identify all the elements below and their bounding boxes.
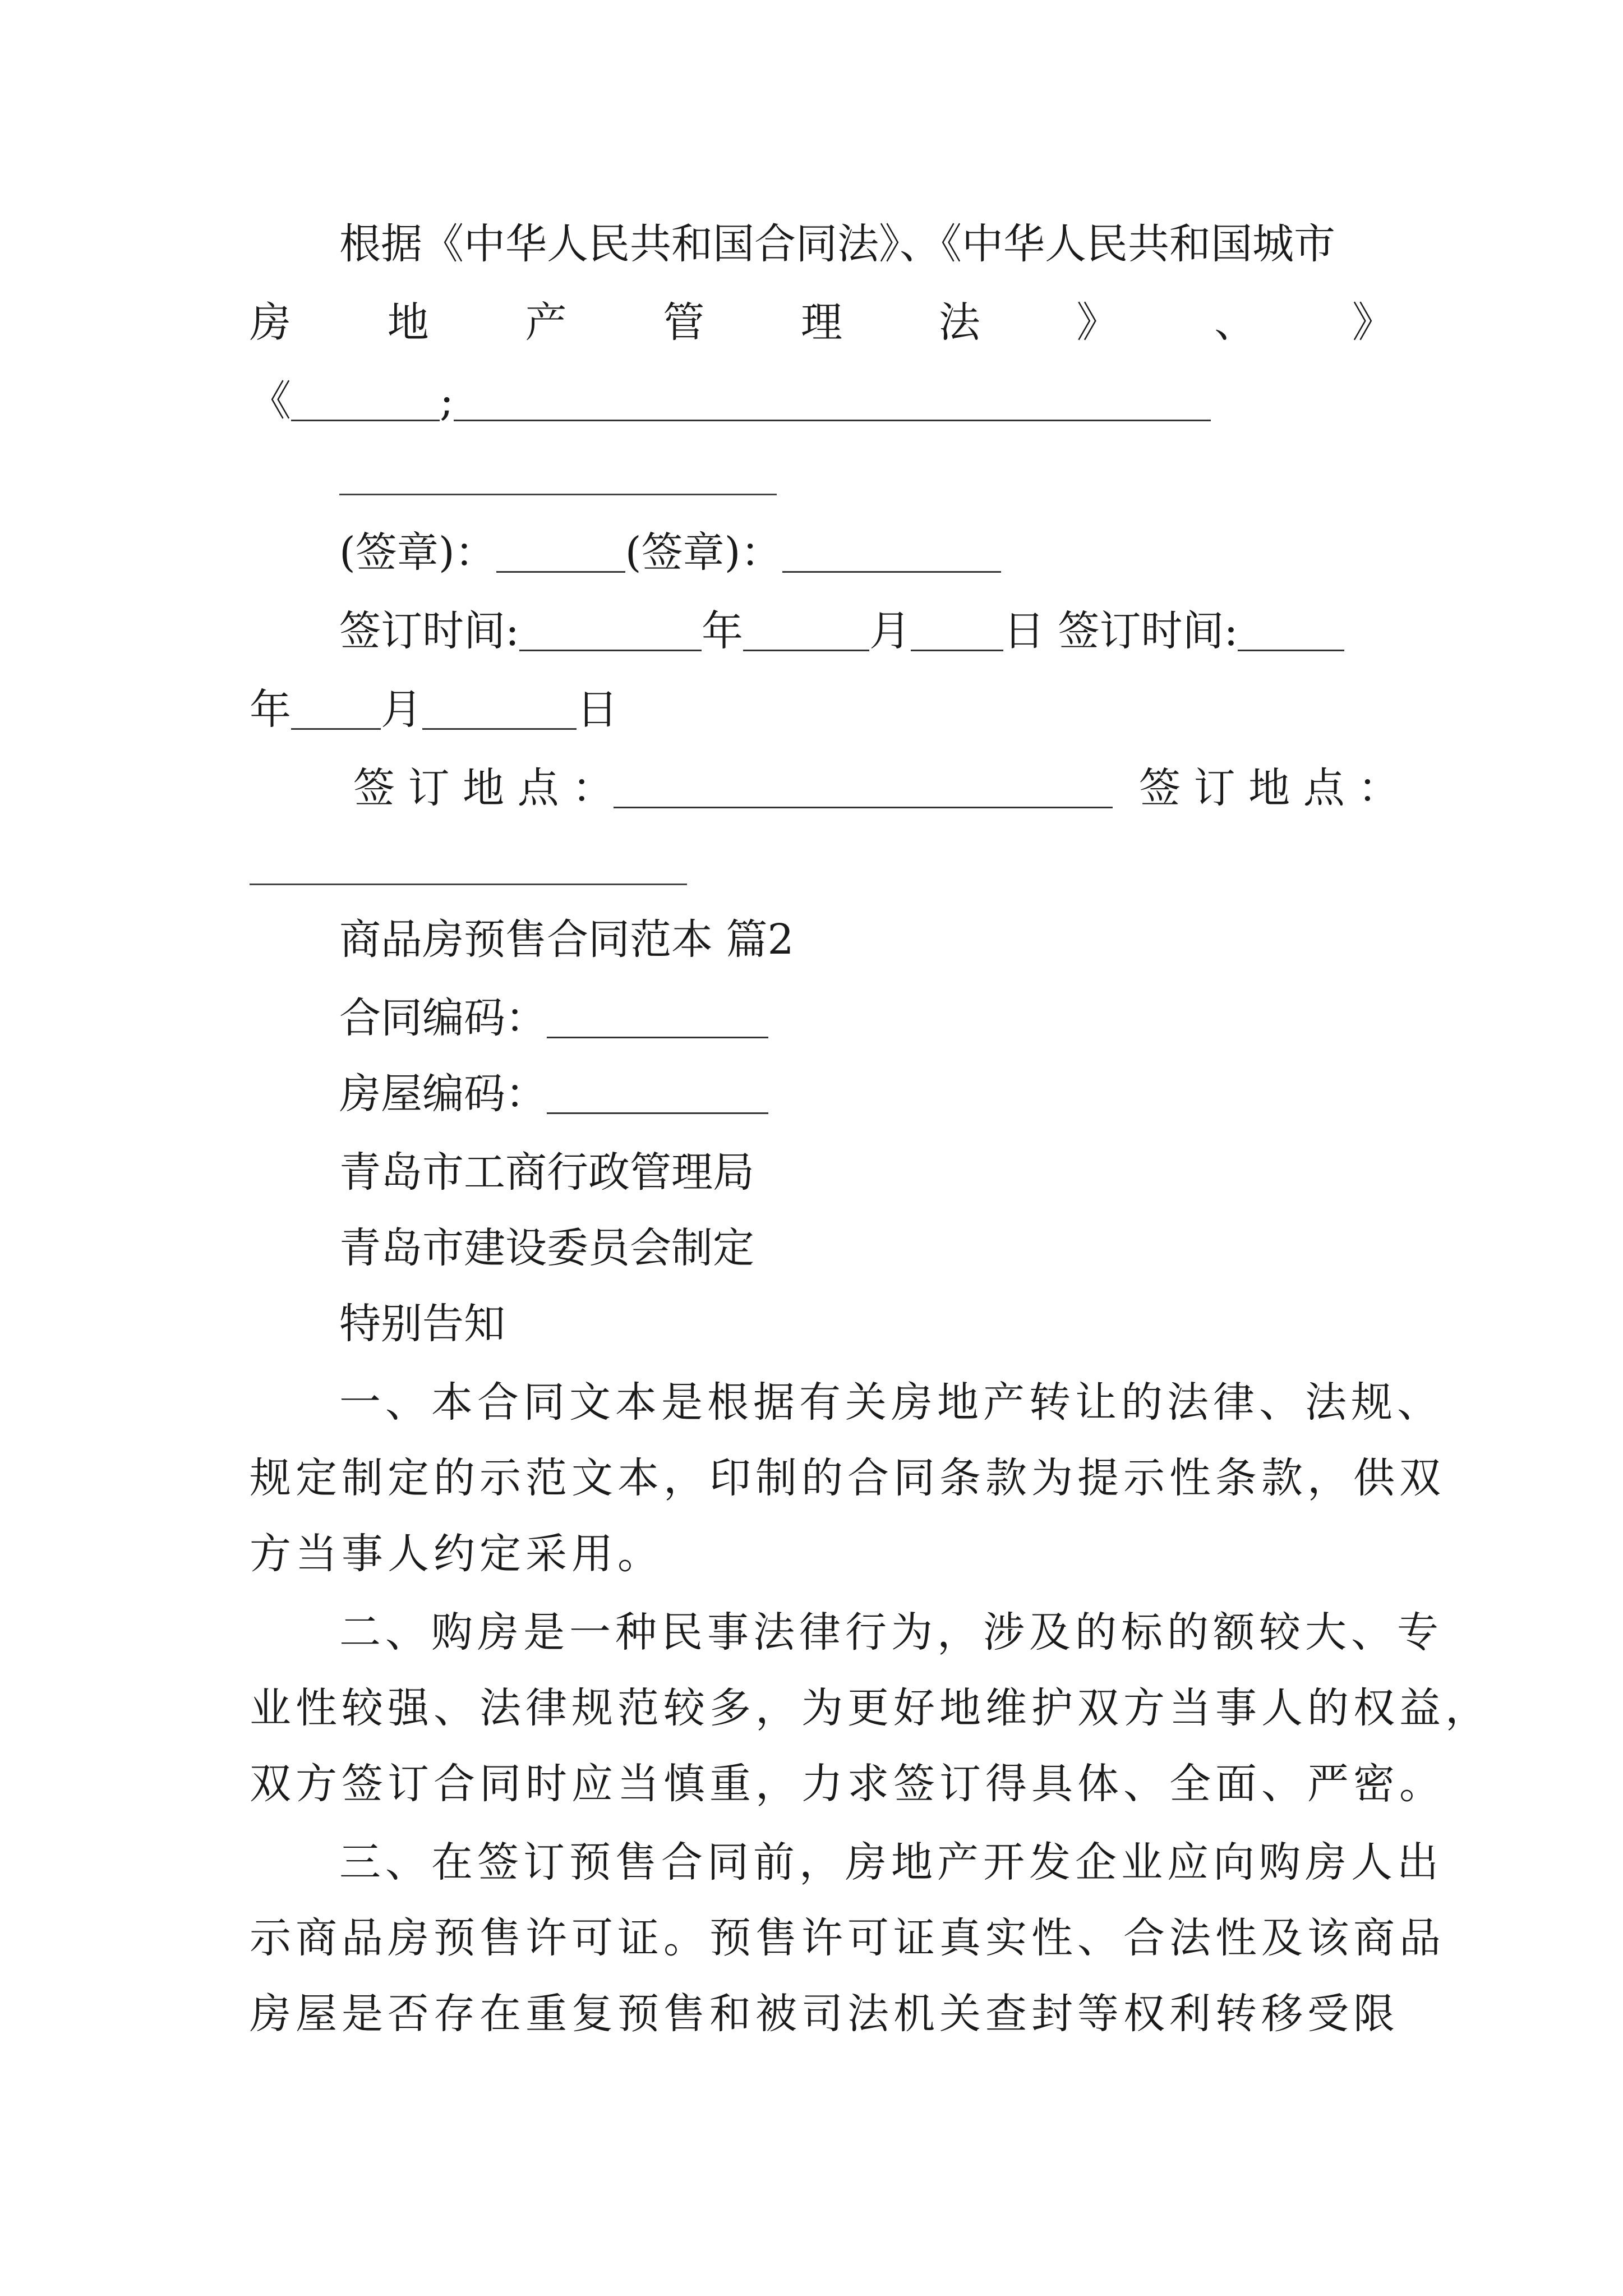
seal-label-b: (签章)： xyxy=(625,528,782,577)
intro-line-3 xyxy=(250,373,1394,429)
place-label-a: 签 订 地 点 ： xyxy=(353,764,614,812)
intro-char: 理 xyxy=(801,298,842,347)
intro-line-1: 根据《中华人民共和国合同法》、《中华人民共和国城市 xyxy=(339,220,1335,268)
item1-line-2: 规定制定的示范文本，印制的合同条款为提示性条款，供双 xyxy=(250,1454,1445,1502)
intro-char: 产 xyxy=(525,298,567,347)
month-blank-b[interactable] xyxy=(291,691,381,730)
issuer-2: 青岛市建设委员会制定 xyxy=(339,1224,754,1272)
contract-no-label: 合同编码： xyxy=(339,994,547,1042)
item3-line-1: 三、在签订预售合同前，房地产开发企业应向购房人出 xyxy=(339,1838,1443,1887)
house-no-blank[interactable] xyxy=(547,1075,768,1115)
intro-char: 地 xyxy=(387,298,429,347)
item2-line-1: 二、购房是一种民事法律行为，涉及的标的额较大、专 xyxy=(339,1608,1443,1657)
seal-blank-a[interactable] xyxy=(496,534,625,573)
semicolon: ; xyxy=(440,377,454,425)
year-blank-b[interactable] xyxy=(1238,613,1344,652)
year-text: 年 xyxy=(701,607,743,655)
notice-title: 特别告知 xyxy=(339,1300,505,1348)
open-bracket: 《 xyxy=(250,377,291,425)
seal-label-a: (签章)： xyxy=(339,528,496,577)
seal-line xyxy=(339,524,1394,581)
item2-line-3: 双方签订合同时应当慎重，力求签订得具体、全面、严密。 xyxy=(250,1760,1445,1808)
date-line-cont xyxy=(250,682,1394,738)
day-text-b: 日 xyxy=(577,685,618,734)
item1-line-3: 方当事人约定采用。 xyxy=(250,1530,663,1578)
date-line xyxy=(339,603,1394,659)
date-label-a: 签订时间: xyxy=(339,607,519,655)
intro-char: 》 xyxy=(1352,298,1394,347)
intro-char: 》 xyxy=(1076,298,1118,347)
item1-line-1: 一、本合同文本是根据有关房地产转让的法律、法规、 xyxy=(339,1378,1443,1427)
month-blank[interactable] xyxy=(743,613,869,652)
contract-no-blank[interactable] xyxy=(547,1000,768,1039)
issuer-1: 青岛市工商行政管理局 xyxy=(339,1148,754,1197)
day-blank-b[interactable] xyxy=(422,691,577,730)
item2-line-2: 业性较强、法律规范较多，为更好地维护双方当事人的权益， xyxy=(250,1684,1491,1732)
seal-blank-b[interactable] xyxy=(782,534,1001,573)
year-text-b: 年 xyxy=(250,685,291,734)
intro-char: 管 xyxy=(663,298,705,347)
day-text: 日 xyxy=(1003,607,1045,655)
place-blank-a[interactable] xyxy=(614,770,1113,809)
year-blank[interactable] xyxy=(519,613,702,652)
place-blank-b[interactable] xyxy=(250,884,687,885)
item3-line-2: 示商品房预售许可证。预售许可证真实性、合法性及该商品 xyxy=(250,1914,1445,1962)
item3-line-3: 房屋是否存在重复预售和被司法机关查封等权利转移受限 xyxy=(250,1990,1399,2038)
intro-line-2 xyxy=(250,295,1394,351)
month-text: 月 xyxy=(869,607,911,655)
month-text-b: 月 xyxy=(381,685,422,734)
intro-char: 房 xyxy=(250,298,291,347)
intro-char: 法 xyxy=(938,298,980,347)
blank-field[interactable] xyxy=(454,383,1211,422)
contract-no-line xyxy=(339,990,1394,1046)
date-label-b: 签订时间: xyxy=(1058,607,1238,655)
blank-field[interactable] xyxy=(291,383,440,422)
part2-heading: 商品房预售合同范本 篇2 xyxy=(339,915,794,964)
blank-line[interactable] xyxy=(339,494,777,495)
day-blank[interactable] xyxy=(911,613,1003,652)
place-line xyxy=(353,760,1408,816)
house-no-label: 房屋编码： xyxy=(339,1070,547,1118)
place-label-b: 签 订 地 点 ： xyxy=(1139,764,1400,812)
house-no-line xyxy=(339,1066,1394,1122)
intro-char: 、 xyxy=(1214,298,1256,347)
